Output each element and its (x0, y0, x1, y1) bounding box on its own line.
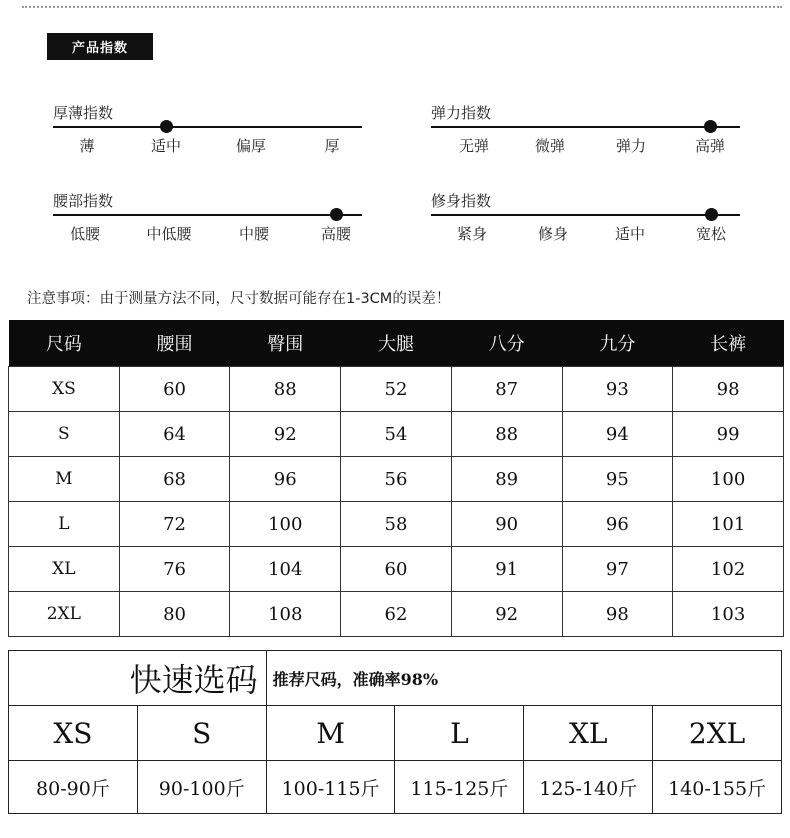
table-row (9, 547, 784, 592)
index-option: 偏厚 (235, 137, 267, 155)
table-cell: 101 (673, 502, 784, 547)
column-header: 臀围 (230, 320, 341, 367)
index-option: 中腰 (238, 225, 270, 243)
table-row (9, 502, 784, 547)
index-scale-line (53, 214, 362, 216)
index-marker-dot (705, 208, 718, 221)
table-cell: 64 (119, 412, 230, 457)
top-divider (22, 6, 782, 8)
column-header: 大腿 (341, 320, 452, 367)
section-title: 产品指数 (47, 33, 153, 60)
table-cell: 98 (562, 592, 673, 637)
index-option: 厚 (324, 137, 340, 155)
table-cell: 68 (119, 457, 230, 502)
index-option: 宽松 (695, 225, 727, 243)
index-marker-dot (330, 208, 343, 221)
quick-weight-cell: 100-115斤 (266, 761, 395, 814)
index-title: 腰部指数 (53, 192, 114, 210)
size-chart-header-row (9, 320, 784, 367)
index-title: 厚薄指数 (53, 104, 114, 122)
index-marker-dot (704, 120, 717, 133)
quick-size-cell: 2XL (653, 706, 782, 761)
table-cell: 103 (673, 592, 784, 637)
quick-weight-cell: 90-100斤 (137, 761, 266, 814)
table-cell: 91 (451, 547, 562, 592)
table-cell: 108 (230, 592, 341, 637)
table-cell: L (9, 502, 120, 547)
quick-size-cell: L (395, 706, 524, 761)
quick-select-subtitle: 推荐尺码，准确率98% (266, 651, 781, 706)
column-header: 腰围 (119, 320, 230, 367)
index-option: 弹力 (615, 137, 647, 155)
table-row (9, 412, 784, 457)
table-cell: 76 (119, 547, 230, 592)
column-header: 九分 (562, 320, 673, 367)
table-cell: 80 (119, 592, 230, 637)
table-cell: 2XL (9, 592, 120, 637)
column-header: 长裤 (673, 320, 784, 367)
index-option: 高腰 (320, 225, 352, 243)
table-cell: 60 (341, 547, 452, 592)
quick-select-table (8, 650, 782, 814)
quick-select-title: 快速选码 (9, 651, 267, 706)
table-cell: XL (9, 547, 120, 592)
table-cell: 72 (119, 502, 230, 547)
index-option: 适中 (150, 137, 182, 155)
index-option: 低腰 (69, 225, 101, 243)
table-cell: 92 (451, 592, 562, 637)
table-cell: 98 (673, 367, 784, 412)
table-cell: 88 (451, 412, 562, 457)
index-option: 适中 (614, 225, 646, 243)
index-scale-line (53, 126, 362, 128)
index-scale-line (431, 214, 740, 216)
table-cell: 100 (673, 457, 784, 502)
table-cell: 104 (230, 547, 341, 592)
thickness-index (53, 102, 373, 172)
column-header: 八分 (451, 320, 562, 367)
table-cell: 60 (119, 367, 230, 412)
quick-weight-cell: 140-155斤 (653, 761, 782, 814)
index-option: 薄 (79, 137, 95, 155)
quick-select-header-row (9, 651, 782, 706)
quick-select-size-row (9, 706, 782, 761)
table-cell: 88 (230, 367, 341, 412)
table-cell: 93 (562, 367, 673, 412)
table-cell: 54 (341, 412, 452, 457)
table-cell: 89 (451, 457, 562, 502)
index-title: 弹力指数 (431, 104, 492, 122)
quick-size-cell: S (137, 706, 266, 761)
index-option: 修身 (537, 225, 569, 243)
table-cell: 62 (341, 592, 452, 637)
table-cell: XS (9, 367, 120, 412)
index-option: 微弹 (534, 137, 566, 155)
index-option: 中低腰 (146, 225, 192, 243)
quick-weight-cell: 125-140斤 (524, 761, 653, 814)
size-chart-table (8, 320, 784, 637)
column-header: 尺码 (9, 320, 120, 367)
table-cell: 96 (230, 457, 341, 502)
table-row (9, 592, 784, 637)
table-cell: 97 (562, 547, 673, 592)
table-cell: 94 (562, 412, 673, 457)
table-cell: 92 (230, 412, 341, 457)
elasticity-index (431, 102, 751, 172)
table-cell: 102 (673, 547, 784, 592)
table-cell: S (9, 412, 120, 457)
table-cell: 99 (673, 412, 784, 457)
quick-weight-cell: 115-125斤 (395, 761, 524, 814)
table-row (9, 457, 784, 502)
quick-select-weight-row (9, 761, 782, 814)
index-scale-line (431, 126, 740, 128)
fit-index (431, 190, 751, 260)
table-cell: 58 (341, 502, 452, 547)
index-title: 修身指数 (431, 192, 492, 210)
table-cell: 95 (562, 457, 673, 502)
table-cell: 87 (451, 367, 562, 412)
index-option: 无弹 (458, 137, 490, 155)
table-cell: 96 (562, 502, 673, 547)
index-marker-dot (160, 120, 173, 133)
waist-index (53, 190, 373, 260)
measurement-note: 注意事项：由于测量方法不同，尺寸数据可能存在1-3CM的误差！ (27, 291, 451, 307)
table-cell: 52 (341, 367, 452, 412)
index-option: 紧身 (456, 225, 488, 243)
table-cell: M (9, 457, 120, 502)
quick-size-cell: XS (9, 706, 138, 761)
table-row (9, 367, 784, 412)
quick-size-cell: XL (524, 706, 653, 761)
quick-weight-cell: 80-90斤 (9, 761, 138, 814)
table-cell: 56 (341, 457, 452, 502)
table-cell: 90 (451, 502, 562, 547)
index-option: 高弹 (694, 137, 726, 155)
quick-size-cell: M (266, 706, 395, 761)
table-cell: 100 (230, 502, 341, 547)
